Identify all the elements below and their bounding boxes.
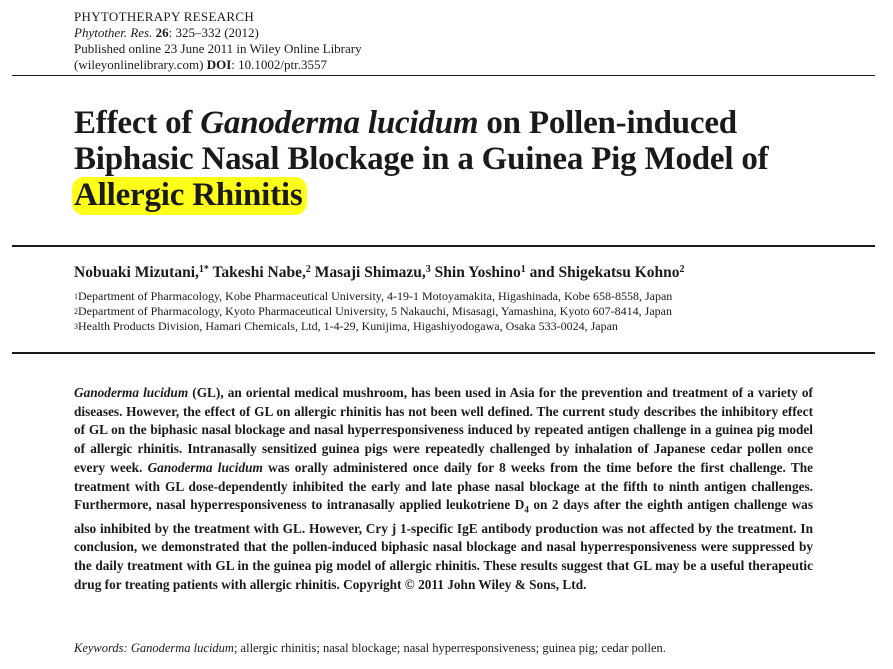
affiliation-text: Health Products Division, Hamari Chemicals, Ltd, 1-4-29, Kunijima, Higashiyodogawa, Osaka 533-0024, Japan — [78, 319, 618, 333]
author-separator: and — [525, 264, 559, 281]
affiliation-item — [74, 289, 672, 304]
affiliation-mark: 3 — [74, 322, 78, 331]
citation-journal: Phytother. Res. — [74, 25, 153, 40]
doi-value[interactable]: : 10.1002/ptr.3557 — [231, 57, 327, 72]
author-affiliation-mark: 1* — [198, 264, 209, 275]
keyword-first: Ganoderma lucidum — [130, 641, 234, 655]
abstract-s1: (GL), an oriental medical mushroom, has been used in Asia for the prevention and treatment of a variety of diseases. However, the effect of GL on allergic rhinitis has not been well defined. The current study describes the inhibitory effect of GL on the biphasic nasal blockage and nasal hyperresponsiveness induced by repeated antigen challenge in a guinea pig model of allergic rhinitis. Intranasally sensitized guinea pigs were repeatedly challenged by inhalation of Japanese cedar pollen once every week. — [74, 385, 813, 475]
author-name: Masaji Shimazu, — [314, 264, 426, 281]
author-name: Nobuaki Mizutani, — [74, 264, 199, 281]
author-affiliation-mark: 1 — [520, 264, 526, 275]
journal-name: PHYTOTHERAPY RESEARCH — [74, 9, 255, 24]
abstract — [74, 384, 813, 594]
keywords-label: Keywords: — [74, 641, 128, 655]
author-list — [74, 263, 685, 283]
affiliation-list — [74, 289, 672, 334]
site-link[interactable]: (wileyonlinelibrary.com) — [74, 57, 204, 72]
keywords — [74, 640, 666, 656]
author-affiliation-mark: 2 — [305, 264, 311, 275]
affiliation-item — [74, 304, 672, 319]
affiliation-item — [74, 319, 672, 334]
affiliation-mark: 1 — [74, 292, 78, 301]
affiliation-text: Department of Pharmacology, Kyoto Pharmaceutical University, 5 Nakauchi, Misasagi, Yamashina, Kyoto 607-8414, Japan — [78, 304, 672, 318]
abstract-species: Ganoderma lucidum — [74, 385, 189, 400]
citation — [74, 25, 362, 41]
author-name: Shin Yoshino — [434, 264, 521, 281]
doi-label: DOI — [206, 57, 232, 72]
affiliation-mark: 2 — [74, 307, 78, 316]
affiliation-text: Department of Pharmacology, Kobe Pharmaceutical University, 4-19-1 Motoyamakita, Higashinada, Kobe 658-8558, Japan — [78, 289, 673, 303]
keywords-rest: ; allergic rhinitis; nasal blockage; nasal hyperresponsiveness; guinea pig; cedar pollen. — [233, 641, 666, 655]
affiliation-divider — [12, 352, 875, 354]
author-affiliation-mark: 3 — [425, 264, 431, 275]
abstract-s3: on 2 days after the eighth antigen challenge was also inhibited by the treatment with GL. However, Cry j 1-specific IgE antibody production was not affected by the treatment. In conclusion, we demonstrated that the pollen-induced biphasic nasal blockage and nasal hyperresponsiveness were suppressed by the daily treatment with GL in the guinea pig model of allergic rhinitis. These results suggest that GL may be a useful therapeutic drug for treating patients with allergic rhinitis. Copyright © 2011 John Wiley & Sons, Ltd. — [74, 497, 813, 592]
abstract-s2: was orally administered once daily for 8 weeks from the time before the first challenge. The treatment with GL dose-dependently inhibited the early and late phase nasal blockage at the fifth to ninth antigen challenges. Furthermore, nasal hyperresponsiveness to intranasally applied leukotriene D — [74, 459, 813, 513]
title-species: Ganoderma lucidum — [200, 105, 479, 141]
title-part2: on Pollen-induced Biphasic Nasal Blockage in a Guinea Pig Model of — [74, 105, 769, 177]
title-highlighted: Allergic Rhinitis — [72, 177, 307, 215]
header-divider — [12, 75, 875, 76]
title-divider — [12, 245, 875, 247]
author-affiliation-mark: 2 — [679, 264, 685, 275]
citation-pages: : 325–332 (2012) — [168, 25, 259, 40]
abstract-subscript: 4 — [524, 504, 529, 515]
doi-line — [74, 57, 362, 73]
author-name: Takeshi Nabe, — [212, 264, 306, 281]
title-part1: Effect of — [74, 105, 201, 141]
article-header — [74, 9, 362, 73]
article-title — [74, 105, 854, 213]
citation-volume: 26 — [155, 25, 169, 40]
abstract-species-2: Ganoderma lucidum — [147, 459, 263, 475]
published-online: Published online 23 June 2011 in Wiley Online Library — [74, 41, 362, 56]
author-name: Shigekatsu Kohno — [558, 264, 680, 281]
